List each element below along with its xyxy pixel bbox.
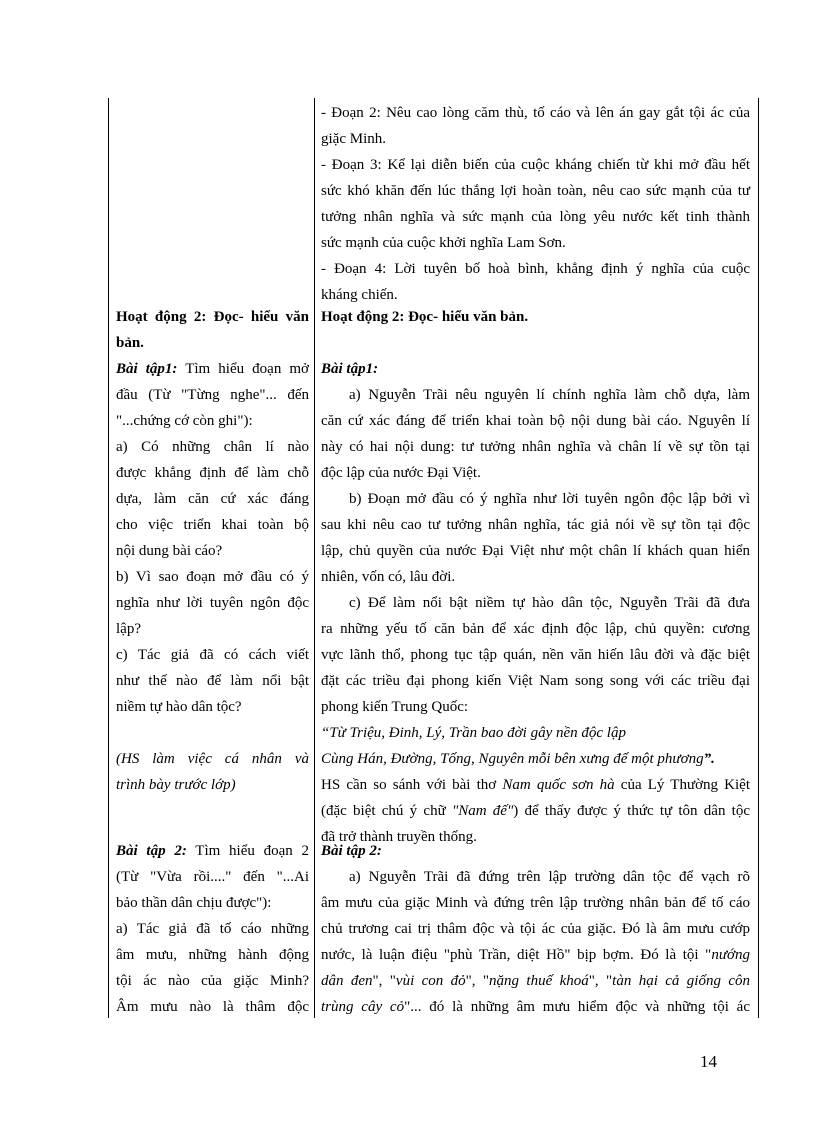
text-line: (đặc biệt chú ý chữ "Nam đế") để thấy được ý thức tự tôn dân tộc [321,803,751,819]
text-line: như thế nào để làm nổi bật [116,673,309,689]
column-divider [314,98,315,1018]
text-line: Âm mưu nào là thâm độc [116,999,309,1015]
text-line: nghĩa như lời tuyên ngôn độc [116,595,309,611]
text-line: này có hai nội dung: tư tưởng nhân nghĩa và chân lí về sự tồn tại [321,439,750,455]
text-line: tưởng nhân nghĩa và sức mạnh của lòng yêu nước kết tinh thành [321,209,750,225]
comparison-note: HS cần so sánh với bài thơ Nam quốc sơn hà của Lý Thường Kiệt [321,777,750,793]
text-line: đặt các triều đại phong kiến Việt Nam song song với các triều đại [321,673,750,689]
text-line: sau khi nêu cao tư tưởng nhân nghĩa, tác giả nói về sự tồn tại độc [321,517,750,533]
poem-line-2: Cùng Hán, Đường, Tống, Nguyên mỗi bên xưng đế một phương”. [321,751,715,767]
question-2a: a) Tác giả đã tố cáo những [116,921,309,937]
section-4-summary: - Đoạn 4: Lời tuyên bố hoà bình, khẳng định ý nghĩa của cuộc [321,261,750,277]
text-line: nước, là luận điệu "phù Trần, diệt Hồ" bịp bợm. Đó là tội "nướng [321,947,750,963]
section-2-summary: - Đoạn 2: Nêu cao lòng căm thù, tố cáo và lên án gay gắt tội ác của [321,105,750,121]
exercise-1-label: Bài tập1: [116,361,178,377]
text-line: ra những yếu tố căn bản để xác định độc lập, chủ quyền: cương [321,621,750,637]
text-line: đầu (Từ "Từng nghe"... đến [116,387,309,403]
text-line: vực lãnh thổ, phong tục tập quán, nền văn hiến lâu đời và đặc biệt [321,647,750,663]
answer-1c: c) Để làm nổi bật niềm tự hào dân tộc, Nguyễn Trãi đã đưa [349,595,750,611]
text-line: phong kiến Trung Quốc: [321,699,469,715]
text-line: dựa, làm căn cứ xác đáng [116,491,309,507]
answer-2a: a) Nguyễn Trãi đã đứng trên lập trường dân tộc để vạch rõ [349,869,750,885]
question-1b: b) Vì sao đoạn mở đầu có ý [116,569,309,585]
text-line: trình bày trước lớp) [116,777,236,793]
text-line: cho việc triển khai toàn bộ [116,517,309,533]
poem-line-1: “Từ Triệu, Đinh, Lý, Trần bao đời gây nền độc lập [321,725,626,741]
text-line: chủ trương cai trị thâm độc và tội ác của giặc. Đó là âm mưu cướp [321,921,750,937]
text-line: kháng chiến. [321,287,398,303]
exercise-1-title-left: Bài tập1: Tìm hiểu đoạn mở [116,361,309,377]
text-line: đã trở thành truyền thống. [321,829,477,845]
answer-1a: a) Nguyễn Trãi nêu nguyên lí chính nghĩa làm chỗ dựa, làm [349,387,750,403]
text-line: căn cứ xác đáng để triển khai toàn bộ nội dung bài cáo. Nguyên lí [321,413,750,429]
text-line: bảo thần dân chịu được"): [116,895,272,911]
text-line: lập, chủ quyền của nước Đại Việt như một chân lí khách quan hiển [321,543,750,559]
text-line: trùng cây cỏ"... đó là những âm mưu hiểm độc và những tội ác [321,999,750,1015]
text-line: tội ác nào của giặc Minh? [116,973,309,989]
activity-2-heading-right: Hoạt động 2: Đọc- hiểu văn bản. [321,309,529,325]
text-line: âm mưu của giặc Minh và đứng trên lập trường nhân bản để tố cáo [321,895,750,911]
exercise-1-label-right: Bài tập1: [321,361,379,377]
student-instruction: (HS làm việc cá nhân và [116,751,309,767]
exercise-2-title-left: Bài tập 2: Tìm hiểu đoạn 2 [116,843,309,859]
text-line: giặc Minh. [321,131,386,147]
text-line: lập? [116,621,141,637]
question-1c: c) Tác giả đã có cách viết [116,647,309,663]
activity-2-heading-left: Hoạt động 2: Đọc- hiểu văn [116,309,309,325]
exercise-2-label-right: Bài tập 2: [321,843,382,859]
answer-1b: b) Đoạn mở đầu có ý nghĩa như lời tuyên ngôn độc lập bởi vì [349,491,750,507]
section-3-summary: - Đoạn 3: Kể lại diễn biến của cuộc kháng chiến từ khi mở đầu hết [321,157,750,173]
text-line: "...chứng cớ còn ghi"): [116,413,253,429]
text-line: dân đen", "vùi con đỏ", "nặng thuế khoá", "tàn hại cả giống côn [321,973,751,989]
question-1a: a) Có những chân lí nào [116,439,309,455]
text-line: được khẳng định để làm chỗ [116,465,309,481]
page-number: 14 [700,1052,717,1071]
text-line: nội dung bài cáo? [116,543,223,559]
text-line: sức khó khăn đến lúc thắng lợi hoàn toàn, nêu cao sức mạnh của tư [321,183,750,199]
text-line: nhiên, vốn có, lâu đời. [321,569,456,585]
exercise-2-label: Bài tập 2: [116,843,187,859]
text-line: sức mạnh của cuộc khởi nghĩa Lam Sơn. [321,235,566,251]
text-line: độc lập của nước Đại Việt. [321,465,481,481]
content-table [108,98,759,1018]
activity-2-heading-left-cont: bản. [116,335,144,351]
text-line: niềm tự hào dân tộc? [116,699,242,715]
text-line: âm mưu, những hành động [116,947,309,963]
text-line: (Từ "Vừa rồi...." đến "...Ai [116,869,309,885]
